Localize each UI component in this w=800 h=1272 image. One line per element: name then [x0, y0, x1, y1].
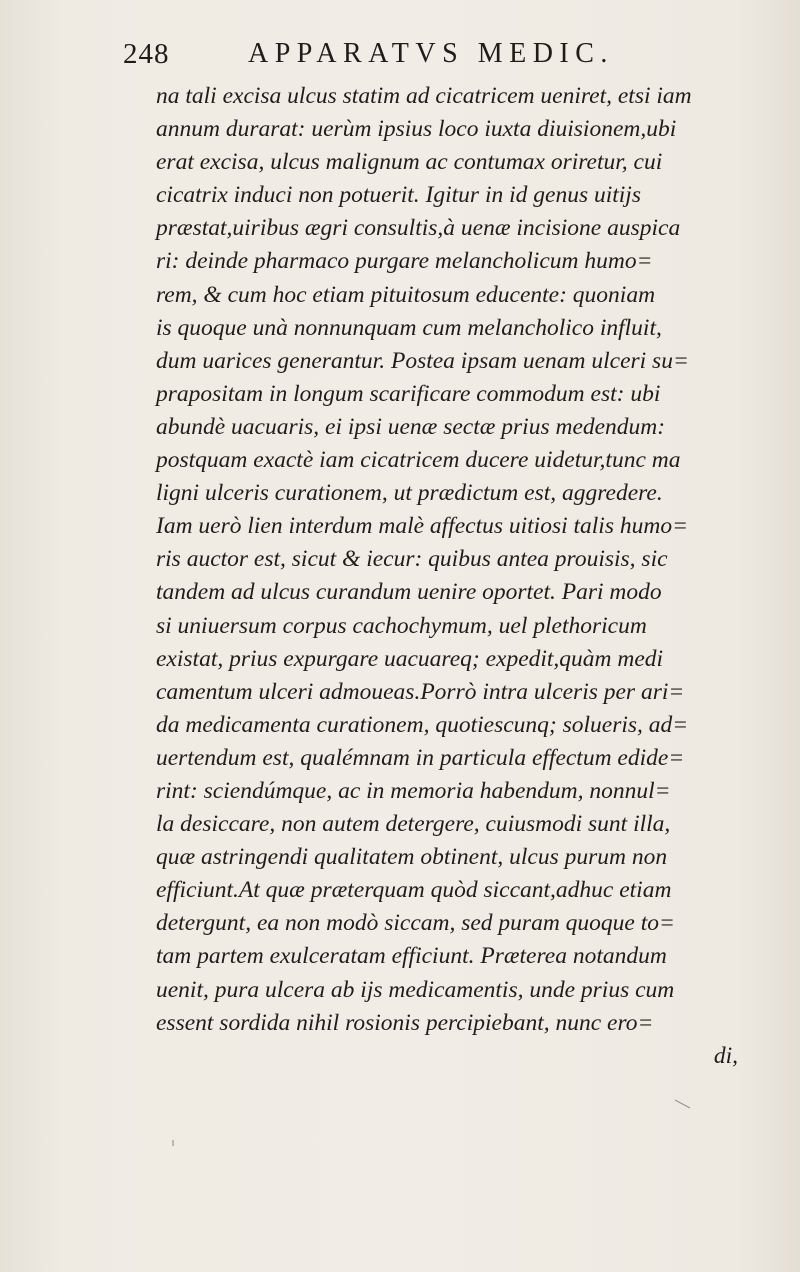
text-line: is quoque unà nonnunquam cum melancholico influit, [156, 314, 662, 341]
text-line: ligni ulceris curationem, ut prædictum est, aggredere. [156, 480, 663, 507]
text-line: si uniuersum corpus cachochymum, uel plethoricum [156, 612, 647, 639]
text-line: abundè uacuaris, ei ipsi uenæ sectæ prius medendum: [156, 413, 666, 440]
text-line: detergunt, ea non modò siccam, sed puram quoque to= [156, 910, 675, 937]
catchword: di, [713, 1042, 738, 1069]
text-line: annum durarat: uerùm ipsius loco iuxta diuisionem,ubi [156, 116, 677, 143]
running-title: APPARATVS MEDIC. [248, 38, 614, 69]
text-line: na tali excisa ulcus statim ad cicatricem ueniret, etsi iam [156, 83, 692, 109]
text-line: la desiccare, non autem detergere, cuiusmodi sunt illa, [156, 811, 671, 838]
text-line: ris auctor est, sicut & iecur: quibus antea prouisis, sic [156, 546, 668, 573]
text-line: præstat,uiribus ægri consultis,à uenæ incisione auspica [156, 215, 681, 242]
text-line: da medicamenta curationem, quotiescunq; solueris, ad= [156, 711, 689, 738]
text-line: essent sordida nihil rosionis percipiebant, nunc ero= [156, 1009, 654, 1036]
page-number: 248 [123, 38, 170, 70]
text-line: tam partem exulceratam efficiunt. Præterea notandum [156, 943, 667, 970]
text-line: quæ astringendi qualitatem obtinent, ulcus purum non [156, 844, 668, 871]
text-line: existat, prius expurgare uacuareq; expedit,quàm medi [156, 645, 664, 672]
page-header [123, 36, 683, 76]
text-line: tandem ad ulcus curandum uenire oportet. Pari modo [156, 579, 662, 606]
ink-mark [675, 1100, 690, 1108]
text-line: uenit, pura ulcera ab ijs medicamentis, unde prius cum [156, 976, 675, 1003]
text-line: prapositam in longum scarificare commodum est: ubi [156, 380, 661, 407]
text-line: rint: sciendúmque, ac in memoria habendum, nonnul= [156, 777, 671, 804]
text-line: erat excisa, ulcus malignum ac contumax oriretur, cui [156, 149, 663, 176]
text-line: efficiunt.At quæ præterquam quòd siccant,adhuc etiam [156, 877, 672, 904]
text-line: uertendum est, qualémnam in particula effectum edide= [156, 744, 685, 771]
text-line: dum uarices generantur. Postea ipsam uenam ulceri su= [156, 347, 689, 374]
text-line: postquam exactè iam cicatricem ducere uidetur,tunc ma [156, 447, 681, 474]
text-line: Iam uerò lien interdum malè affectus uitiosi talis humo= [156, 513, 688, 540]
body-text [156, 80, 756, 1073]
text-line: ri: deinde pharmaco purgare melancholicum humo= [156, 248, 653, 275]
text-line: camentum ulceri admoueas.Porrò intra ulceris per ari= [156, 678, 685, 705]
text-line: cicatrix induci non potuerit. Igitur in id genus uitijs [156, 182, 641, 209]
text-line: rem, & cum hoc etiam pituitosum educente: quoniam [156, 281, 656, 308]
